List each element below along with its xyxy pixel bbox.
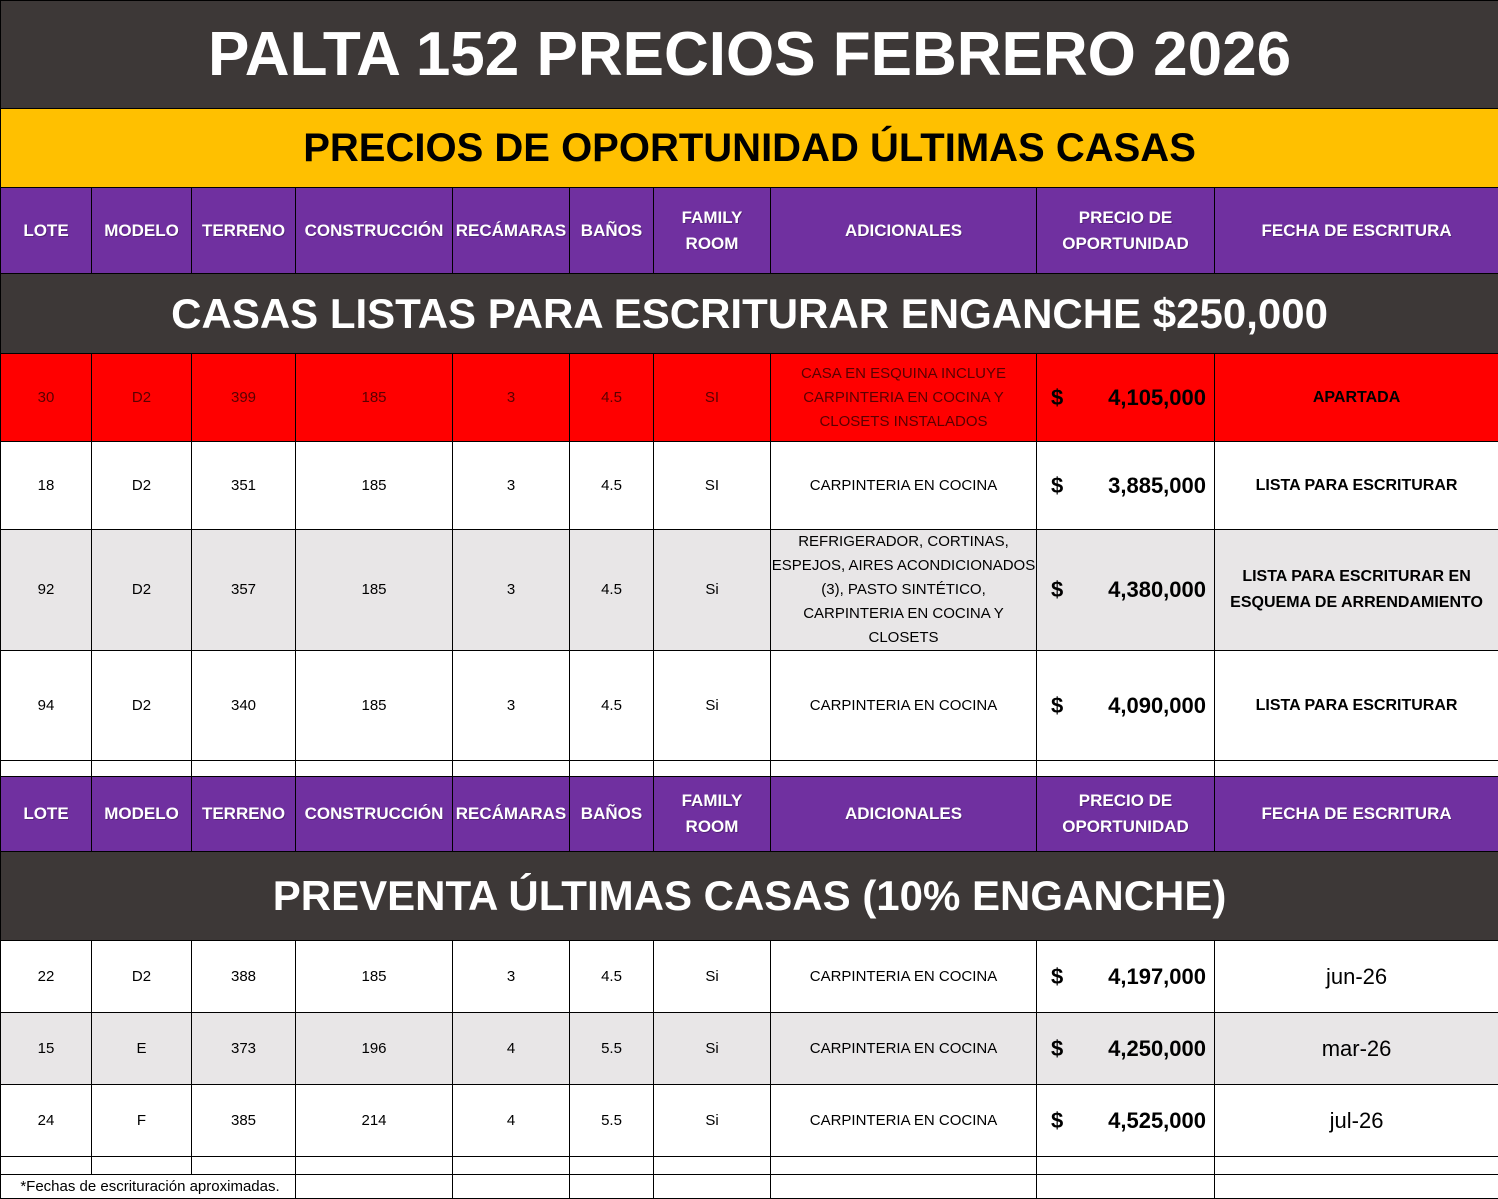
cell-family-room: Si [654, 651, 771, 761]
header-fecha: FECHA DE ESCRITURA [1215, 188, 1498, 274]
cell-terreno: 351 [192, 442, 296, 530]
header-banos: BAÑOS [570, 188, 654, 274]
cell-modelo: D2 [92, 941, 192, 1013]
cell-recamaras: 4 [453, 1013, 570, 1085]
cell-lote: 15 [1, 1013, 92, 1085]
cell-construccion: 185 [296, 442, 453, 530]
cell-fecha: LISTA PARA ESCRITURAR [1215, 442, 1498, 530]
price-amount: 4,380,000 [1108, 578, 1206, 602]
cell-adicionales: REFRIGERADOR, CORTINAS, ESPEJOS, AIRES ACONDICIONADOS (3), PASTO SINTÉTICO, CARPINTERIA EN COCINA Y CLOSETS [771, 530, 1037, 651]
header-lote: LOTE [1, 188, 92, 274]
table-row [1, 530, 1498, 651]
header-precio: PRECIO DE OPORTUNIDAD [1037, 777, 1215, 852]
header-lote: LOTE [1, 777, 92, 852]
header-family-room: FAMILY ROOM [654, 777, 771, 852]
spacer-row [1, 1157, 1498, 1175]
cell-recamaras: 3 [453, 530, 570, 651]
cell-banos: 4.5 [570, 354, 654, 442]
cell-precio [1037, 530, 1215, 651]
cell-precio [1037, 1013, 1215, 1085]
cell-precio [1037, 1085, 1215, 1157]
cell-terreno: 385 [192, 1085, 296, 1157]
header-construccion: CONSTRUCCIÓN [296, 188, 453, 274]
table-row [1, 1013, 1498, 1085]
cell-fecha: jul-26 [1215, 1085, 1498, 1157]
currency-symbol: $ [1051, 474, 1063, 498]
currency-symbol: $ [1051, 1037, 1063, 1061]
cell-family-room: SI [654, 442, 771, 530]
cell-construccion: 196 [296, 1013, 453, 1085]
cell-modelo: D2 [92, 442, 192, 530]
cell-terreno: 357 [192, 530, 296, 651]
cell-lote: 22 [1, 941, 92, 1013]
cell-recamaras: 3 [453, 651, 570, 761]
cell-terreno: 373 [192, 1013, 296, 1085]
cell-family-room: Si [654, 1013, 771, 1085]
table-row [1, 1085, 1498, 1157]
cell-construccion: 185 [296, 941, 453, 1013]
cell-banos: 4.5 [570, 941, 654, 1013]
price-amount: 4,250,000 [1108, 1037, 1206, 1061]
cell-precio [1037, 941, 1215, 1013]
section-title-preventa: PREVENTA ÚLTIMAS CASAS (10% ENGANCHE) [1, 852, 1498, 941]
price-amount: 4,197,000 [1108, 965, 1206, 989]
header-row-2 [1, 777, 1498, 852]
cell-adicionales: CARPINTERIA EN COCINA [771, 941, 1037, 1013]
cell-lote: 24 [1, 1085, 92, 1157]
cell-modelo: D2 [92, 530, 192, 651]
price-amount: 4,090,000 [1108, 694, 1206, 718]
cell-precio [1037, 354, 1215, 442]
cell-adicionales: CARPINTERIA EN COCINA [771, 442, 1037, 530]
cell-modelo: E [92, 1013, 192, 1085]
cell-construccion: 214 [296, 1085, 453, 1157]
cell-precio [1037, 651, 1215, 761]
cell-terreno: 388 [192, 941, 296, 1013]
cell-banos: 5.5 [570, 1013, 654, 1085]
cell-lote: 18 [1, 442, 92, 530]
cell-banos: 4.5 [570, 651, 654, 761]
header-terreno: TERRENO [192, 777, 296, 852]
page-subtitle: PRECIOS DE OPORTUNIDAD ÚLTIMAS CASAS [1, 109, 1498, 188]
table-row [1, 442, 1498, 530]
cell-recamaras: 3 [453, 941, 570, 1013]
cell-construccion: 185 [296, 354, 453, 442]
cell-banos: 4.5 [570, 530, 654, 651]
cell-modelo: D2 [92, 354, 192, 442]
cell-adicionales: CARPINTERIA EN COCINA [771, 1085, 1037, 1157]
header-modelo: MODELO [92, 777, 192, 852]
currency-symbol: $ [1051, 386, 1063, 410]
cell-fecha: mar-26 [1215, 1013, 1498, 1085]
cell-lote: 94 [1, 651, 92, 761]
cell-lote: 92 [1, 530, 92, 651]
cell-adicionales: CASA EN ESQUINA INCLUYE CARPINTERIA EN COCINA Y CLOSETS INSTALADOS [771, 354, 1037, 442]
header-recamaras: RECÁMARAS [453, 777, 570, 852]
cell-fecha: LISTA PARA ESCRITURAR EN ESQUEMA DE ARRENDAMIENTO [1215, 530, 1498, 651]
currency-symbol: $ [1051, 578, 1063, 602]
footnote-row [1, 1175, 1498, 1199]
cell-family-room: Si [654, 1085, 771, 1157]
section-title-listas: CASAS LISTAS PARA ESCRITURAR ENGANCHE $250,000 [1, 274, 1498, 354]
header-banos: BAÑOS [570, 777, 654, 852]
spacer-row [1, 761, 1498, 777]
footnote: *Fechas de escrituración aproximadas. [1, 1175, 296, 1199]
header-adicionales: ADICIONALES [771, 777, 1037, 852]
cell-recamaras: 3 [453, 354, 570, 442]
page-title: PALTA 152 PRECIOS FEBRERO 2026 [1, 1, 1498, 109]
header-recamaras: RECÁMARAS [453, 188, 570, 274]
cell-banos: 4.5 [570, 442, 654, 530]
currency-symbol: $ [1051, 1109, 1063, 1133]
cell-terreno: 399 [192, 354, 296, 442]
cell-lote: 30 [1, 354, 92, 442]
price-amount: 3,885,000 [1108, 474, 1206, 498]
header-adicionales: ADICIONALES [771, 188, 1037, 274]
cell-family-room: SI [654, 354, 771, 442]
currency-symbol: $ [1051, 965, 1063, 989]
cell-family-room: Si [654, 530, 771, 651]
cell-precio [1037, 442, 1215, 530]
cell-fecha: LISTA PARA ESCRITURAR [1215, 651, 1498, 761]
cell-modelo: D2 [92, 651, 192, 761]
header-terreno: TERRENO [192, 188, 296, 274]
cell-banos: 5.5 [570, 1085, 654, 1157]
cell-construccion: 185 [296, 651, 453, 761]
header-precio: PRECIO DE OPORTUNIDAD [1037, 188, 1215, 274]
header-family-room: FAMILY ROOM [654, 188, 771, 274]
table-row [1, 354, 1498, 442]
cell-modelo: F [92, 1085, 192, 1157]
price-amount: 4,525,000 [1108, 1109, 1206, 1133]
cell-construccion: 185 [296, 530, 453, 651]
header-modelo: MODELO [92, 188, 192, 274]
cell-terreno: 340 [192, 651, 296, 761]
cell-recamaras: 4 [453, 1085, 570, 1157]
table-row [1, 651, 1498, 761]
header-fecha: FECHA DE ESCRITURA [1215, 777, 1498, 852]
table-row [1, 941, 1498, 1013]
cell-fecha: APARTADA [1215, 354, 1498, 442]
header-row [1, 188, 1498, 274]
cell-recamaras: 3 [453, 442, 570, 530]
cell-adicionales: CARPINTERIA EN COCINA [771, 651, 1037, 761]
price-amount: 4,105,000 [1108, 386, 1206, 410]
cell-adicionales: CARPINTERIA EN COCINA [771, 1013, 1037, 1085]
currency-symbol: $ [1051, 694, 1063, 718]
header-construccion: CONSTRUCCIÓN [296, 777, 453, 852]
cell-family-room: Si [654, 941, 771, 1013]
cell-fecha: jun-26 [1215, 941, 1498, 1013]
